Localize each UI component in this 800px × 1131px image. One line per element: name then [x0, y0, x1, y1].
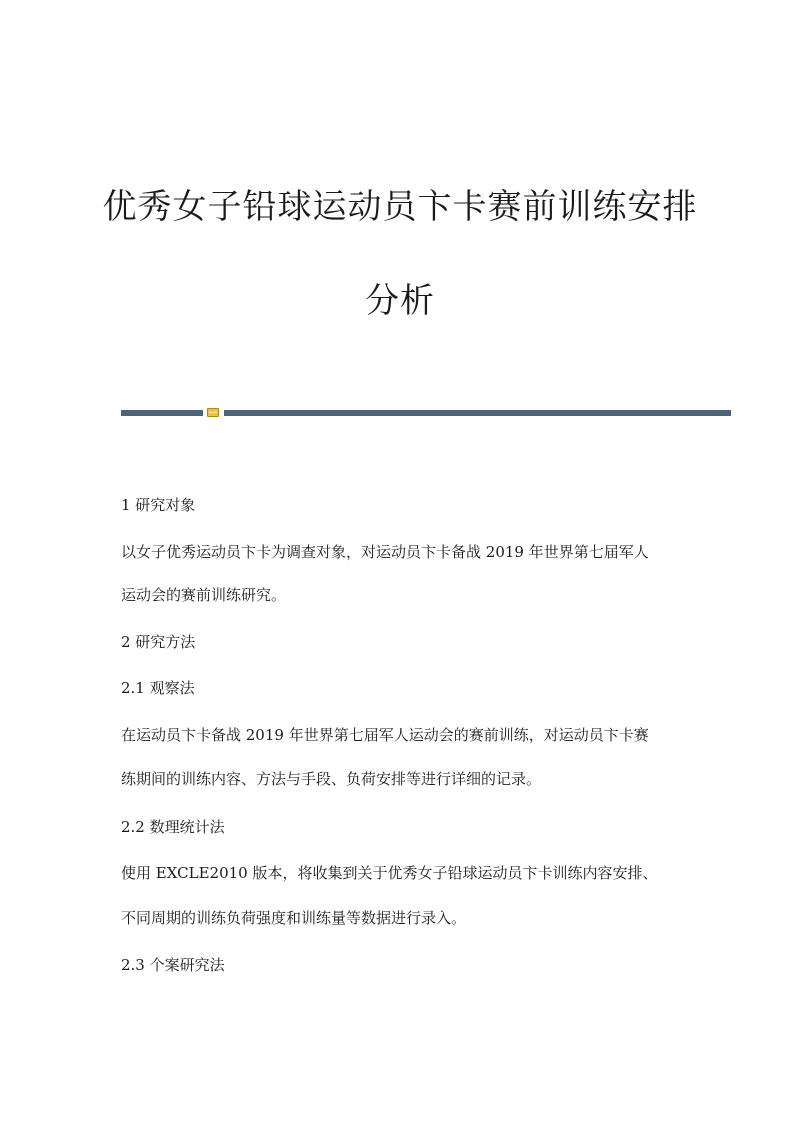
- body-line: 以女子优秀运动员卞卡为调查对象，对运动员卞卡备战 2019 年世界第七届军人: [121, 543, 649, 561]
- heading-case-study: 2.3 个案研究法: [121, 956, 225, 974]
- heading-statistics: 2.2 数理统计法: [121, 818, 225, 836]
- title-divider: [121, 409, 731, 417]
- title-line-1: 优秀女子铅球运动员卞卡赛前训练安排: [102, 187, 698, 227]
- document-title: [0, 183, 800, 325]
- heading-research-method: 2 研究方法: [121, 633, 196, 651]
- body-line: 练期间的训练内容、方法与手段、负荷安排等进行详细的记录。: [121, 770, 542, 788]
- divider-bar-right: [224, 410, 731, 416]
- heading-research-object: 1 研究对象: [121, 496, 196, 514]
- body-line: 在运动员卞卡备战 2019 年世界第七届军人运动会的赛前训练，对运动员卞卡赛: [121, 726, 649, 744]
- divider-bar-left: [121, 410, 203, 416]
- document-badge-icon: [207, 408, 219, 417]
- title-line-2: 分析: [365, 281, 435, 321]
- body-line: 使用 EXCLE2010 版本，将收集到关于优秀女子铅球运动员卞卡训练内容安排、: [121, 864, 658, 882]
- body-line: 不同周期的训练负荷强度和训练量等数据进行录入。: [121, 909, 467, 927]
- body-line: 运动会的赛前训练研究。: [121, 586, 287, 604]
- heading-observation: 2.1 观察法: [121, 679, 195, 697]
